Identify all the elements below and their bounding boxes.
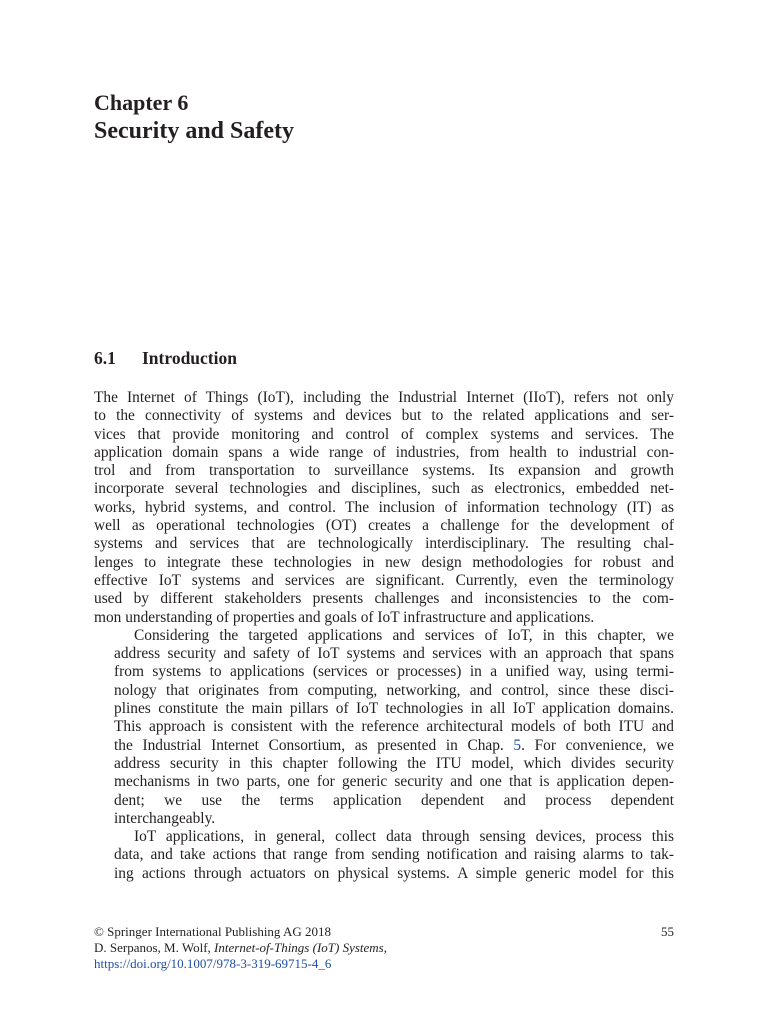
doi-link[interactable]: https://doi.org/10.1007/978-3-319-69715-4_6 bbox=[94, 956, 332, 971]
text-fragment: . For convenience, we bbox=[521, 736, 674, 754]
section-title: Introduction bbox=[142, 348, 237, 368]
book-title: Internet-of-Things (IoT) Systems bbox=[214, 940, 384, 955]
text-line: Considering the targeted applications and services of IoT, in this chapter, we bbox=[134, 626, 674, 644]
text-line: This approach is consistent with the reference architectural models of both ITU and bbox=[114, 718, 674, 736]
text-fragment: the Industrial Internet Consortium, as presented in Chap. bbox=[114, 736, 514, 754]
section-number: 6.1 bbox=[94, 348, 116, 368]
text-line: works, hybrid systems, and control. The inclusion of information technology (IT) as bbox=[94, 498, 674, 516]
text-line: trol and from transportation to surveillance systems. Its expansion and growth bbox=[94, 462, 674, 480]
text-line: address security and safety of IoT systems and services with an approach that spans bbox=[114, 645, 674, 663]
text-line: from systems to applications (services or processes) in a unified way, using termi- bbox=[114, 663, 674, 681]
text-line: vices that provide monitoring and control of complex systems and services. The bbox=[94, 425, 674, 443]
paragraph-1 bbox=[94, 389, 674, 627]
text-line: application domain spans a wide range of industries, from health to industrial con- bbox=[94, 443, 674, 461]
page-number: 55 bbox=[661, 924, 674, 939]
text-line: used by different stakeholders presents challenges and inconsistencies to the com- bbox=[94, 590, 674, 608]
authors: D. Serpanos, M. Wolf, bbox=[94, 940, 215, 955]
text-line: incorporate several technologies and disciplines, such as electronics, embedded net- bbox=[94, 480, 674, 498]
chapter-title: Security and Safety bbox=[94, 118, 294, 144]
copyright-line: © Springer International Publishing AG 2018 bbox=[94, 924, 331, 939]
text-line-with-reference bbox=[94, 737, 674, 755]
chapter-5-link[interactable]: 5 bbox=[513, 736, 522, 754]
text-line: effective IoT systems and services are significant. Currently, even the terminology bbox=[94, 571, 674, 589]
paragraph-2 bbox=[94, 627, 674, 828]
page-footer bbox=[94, 924, 674, 972]
text-line: lenges to integrate these technologies in new design methodologies for robust and bbox=[94, 553, 674, 571]
text-line: nology that originates from computing, networking, and control, since these disci- bbox=[114, 681, 674, 699]
text-line: ing actions through actuators on physical systems. A simple generic model for this bbox=[114, 864, 674, 882]
text-line: The Internet of Things (IoT), including the Industrial Internet (IIoT), refers not only bbox=[94, 389, 674, 406]
text-line: systems and services that are technologically interdisciplinary. The resulting chal- bbox=[94, 535, 674, 553]
text-line: IoT applications, in general, collect data through sensing devices, process this bbox=[134, 828, 674, 846]
citation-line bbox=[94, 940, 674, 956]
text-line: to the connectivity of systems and devices but to the related applications and ser- bbox=[94, 407, 674, 425]
text-line: interchangeably. bbox=[114, 809, 216, 827]
section-heading bbox=[94, 346, 237, 370]
text-line: plines constitute the main pillars of IoT technologies in all IoT application domains. bbox=[114, 700, 674, 718]
text-line: data, and take actions that range from sending notification and raising alarms to tak- bbox=[114, 846, 674, 864]
text-line: mon understanding of properties and goals of IoT infrastructure and applications. bbox=[94, 608, 595, 626]
citation-comma: , bbox=[383, 940, 387, 955]
text-line: well as operational technologies (OT) creates a challenge for the development of bbox=[94, 517, 674, 535]
text-line: mechanisms in two parts, one for generic security and one that is application depen- bbox=[114, 773, 674, 791]
body-text bbox=[94, 389, 674, 883]
chapter-label: Chapter 6 bbox=[94, 90, 189, 115]
text-line: address security in this chapter following the ITU model, which divides security bbox=[114, 754, 674, 772]
text-line: dent; we use the terms application dependent and process dependent bbox=[114, 791, 674, 809]
paragraph-3 bbox=[94, 828, 674, 883]
